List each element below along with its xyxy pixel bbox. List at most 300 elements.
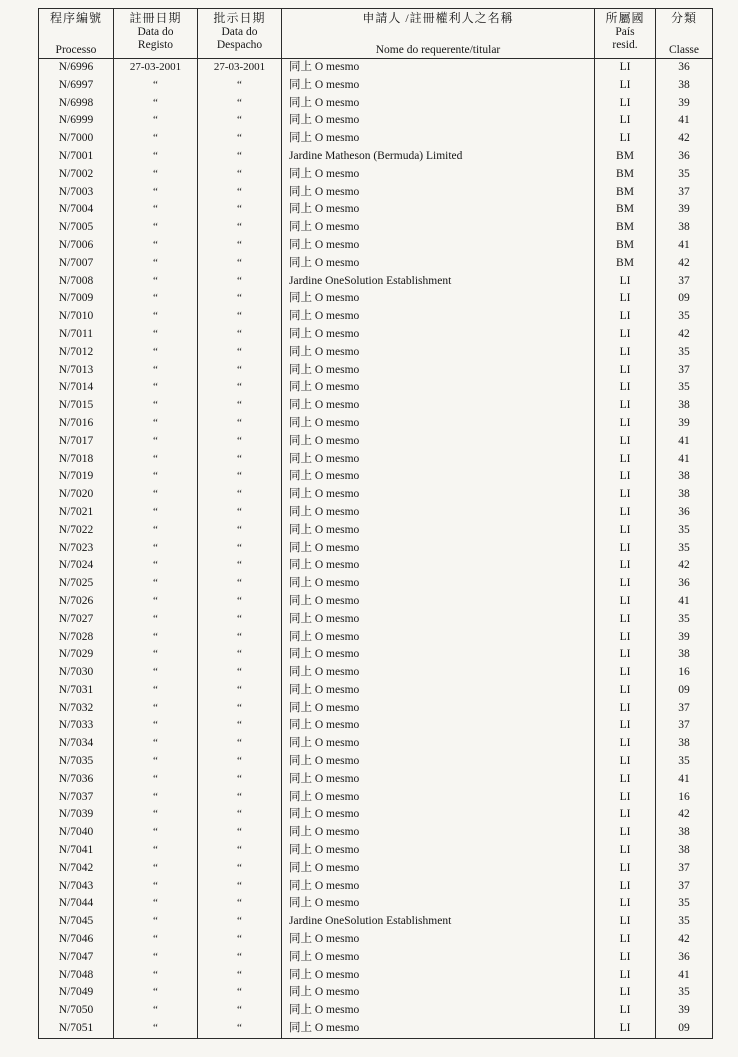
registry-table-header [39,9,713,59]
cell-despacho: “ [198,540,282,558]
header-nome-zh: 申請人 /註冊權利人之名稱 [362,11,514,25]
cell-classe: 41 [656,593,713,611]
cell-nome: 同上 O mesmo [282,326,595,344]
header-processo [39,9,114,59]
cell-despacho: “ [198,984,282,1002]
cell-nome: 同上 O mesmo [282,1002,595,1020]
cell-classe: 38 [656,468,713,486]
cell-nome: 同上 O mesmo [282,95,595,113]
cell-nome: 同上 O mesmo [282,290,595,308]
table-row [39,593,713,611]
cell-pais: LI [595,984,656,1002]
cell-registo: “ [114,967,198,985]
cell-despacho: “ [198,629,282,647]
table-row [39,842,713,860]
cell-pais: LI [595,95,656,113]
cell-registo: “ [114,219,198,237]
cell-nome: 同上 O mesmo [282,895,595,913]
cell-registo: “ [114,1002,198,1020]
cell-pais: LI [595,735,656,753]
cell-despacho: “ [198,717,282,735]
cell-registo: “ [114,949,198,967]
cell-processo: N/7050 [39,1002,114,1020]
cell-registo: “ [114,433,198,451]
cell-pais: LI [595,753,656,771]
cell-nome: Jardine OneSolution Establishment [282,273,595,291]
header-registo [114,9,198,59]
cell-nome: Jardine Matheson (Bermuda) Limited [282,148,595,166]
cell-pais: LI [595,646,656,664]
cell-registo: “ [114,451,198,469]
header-despacho-zh: 批示日期 [213,11,266,25]
cell-nome: 同上 O mesmo [282,984,595,1002]
header-pais [595,9,656,59]
cell-classe: 41 [656,967,713,985]
cell-registo: “ [114,344,198,362]
cell-pais: LI [595,130,656,148]
cell-pais: LI [595,842,656,860]
cell-processo: N/7004 [39,201,114,219]
cell-processo: N/7003 [39,184,114,202]
cell-nome: 同上 O mesmo [282,824,595,842]
cell-pais: LI [595,59,656,77]
cell-registo: “ [114,878,198,896]
cell-classe: 38 [656,486,713,504]
cell-classe: 39 [656,95,713,113]
cell-processo: N/7021 [39,504,114,522]
cell-classe: 35 [656,308,713,326]
cell-pais: LI [595,77,656,95]
cell-classe: 36 [656,148,713,166]
cell-classe: 35 [656,913,713,931]
cell-processo: N/7040 [39,824,114,842]
header-classe [656,9,713,59]
cell-classe: 16 [656,789,713,807]
cell-processo: N/7030 [39,664,114,682]
cell-classe: 35 [656,895,713,913]
cell-registo: “ [114,789,198,807]
cell-classe: 41 [656,433,713,451]
cell-despacho: “ [198,753,282,771]
cell-classe: 35 [656,166,713,184]
cell-registo: “ [114,1020,198,1038]
cell-pais: BM [595,255,656,273]
cell-classe: 37 [656,362,713,380]
cell-despacho: “ [198,860,282,878]
header-processo-pt: Processo [55,44,97,56]
cell-nome: 同上 O mesmo [282,451,595,469]
cell-despacho: “ [198,326,282,344]
table-row [39,184,713,202]
cell-processo: N/7028 [39,629,114,647]
table-row [39,415,713,433]
cell-registo: “ [114,486,198,504]
table-row [39,468,713,486]
cell-nome: 同上 O mesmo [282,486,595,504]
cell-despacho: “ [198,806,282,824]
cell-pais: BM [595,219,656,237]
table-row [39,540,713,558]
cell-classe: 38 [656,219,713,237]
cell-processo: N/7011 [39,326,114,344]
cell-classe: 42 [656,557,713,575]
cell-classe: 38 [656,824,713,842]
cell-despacho: “ [198,931,282,949]
header-processo-zh: 程序編號 [49,11,102,25]
cell-registo: “ [114,379,198,397]
table-row [39,895,713,913]
cell-pais: BM [595,237,656,255]
cell-nome: 同上 O mesmo [282,237,595,255]
cell-despacho: “ [198,967,282,985]
cell-processo: N/7037 [39,789,114,807]
cell-registo: “ [114,130,198,148]
cell-processo: N/7022 [39,522,114,540]
table-row [39,148,713,166]
cell-classe: 37 [656,878,713,896]
cell-processo: N/7047 [39,949,114,967]
cell-classe: 38 [656,735,713,753]
cell-nome: 同上 O mesmo [282,931,595,949]
cell-nome: 同上 O mesmo [282,949,595,967]
cell-nome: 同上 O mesmo [282,753,595,771]
cell-processo: N/7019 [39,468,114,486]
cell-despacho: 27-03-2001 [198,59,282,77]
cell-nome: 同上 O mesmo [282,682,595,700]
cell-despacho: “ [198,130,282,148]
cell-despacho: “ [198,486,282,504]
cell-classe: 38 [656,646,713,664]
table-row [39,1020,713,1038]
cell-nome: 同上 O mesmo [282,433,595,451]
table-row [39,753,713,771]
cell-pais: LI [595,789,656,807]
cell-despacho: “ [198,700,282,718]
cell-nome: 同上 O mesmo [282,735,595,753]
cell-despacho: “ [198,237,282,255]
table-row [39,860,713,878]
table-row [39,255,713,273]
table-row [39,219,713,237]
cell-pais: LI [595,326,656,344]
cell-despacho: “ [198,379,282,397]
cell-despacho: “ [198,290,282,308]
cell-nome: 同上 O mesmo [282,219,595,237]
cell-pais: LI [595,611,656,629]
cell-classe: 41 [656,771,713,789]
cell-processo: N/7009 [39,290,114,308]
cell-registo: “ [114,504,198,522]
cell-pais: LI [595,895,656,913]
cell-despacho: “ [198,842,282,860]
cell-classe: 42 [656,255,713,273]
cell-pais: LI [595,700,656,718]
cell-pais: LI [595,112,656,130]
cell-pais: LI [595,1002,656,1020]
table-row [39,611,713,629]
cell-pais: LI [595,486,656,504]
cell-despacho: “ [198,682,282,700]
cell-classe: 39 [656,415,713,433]
cell-processo: N/7041 [39,842,114,860]
cell-nome: 同上 O mesmo [282,860,595,878]
cell-classe: 35 [656,611,713,629]
cell-processo: N/7042 [39,860,114,878]
cell-pais: LI [595,824,656,842]
cell-nome: 同上 O mesmo [282,967,595,985]
cell-processo: N/7051 [39,1020,114,1038]
table-row [39,201,713,219]
table-row [39,486,713,504]
header-classe-pt: Classe [668,44,700,56]
registry-table-body [39,59,713,1039]
cell-classe: 42 [656,806,713,824]
cell-despacho: “ [198,611,282,629]
cell-processo: N/7008 [39,273,114,291]
cell-pais: LI [595,717,656,735]
cell-registo: “ [114,895,198,913]
cell-classe: 09 [656,682,713,700]
cell-classe: 42 [656,931,713,949]
cell-classe: 35 [656,540,713,558]
cell-pais: LI [595,664,656,682]
cell-processo: N/7034 [39,735,114,753]
cell-nome: 同上 O mesmo [282,112,595,130]
cell-despacho: “ [198,397,282,415]
cell-nome: 同上 O mesmo [282,379,595,397]
table-row [39,700,713,718]
cell-processo: N/7023 [39,540,114,558]
cell-despacho: “ [198,913,282,931]
cell-registo: “ [114,735,198,753]
table-row [39,1002,713,1020]
cell-classe: 37 [656,717,713,735]
cell-registo: “ [114,842,198,860]
cell-registo: “ [114,95,198,113]
cell-registo: “ [114,753,198,771]
cell-nome: 同上 O mesmo [282,201,595,219]
cell-classe: 38 [656,397,713,415]
cell-despacho: “ [198,166,282,184]
cell-despacho: “ [198,557,282,575]
header-despacho [198,9,282,59]
cell-registo: “ [114,984,198,1002]
cell-nome: 同上 O mesmo [282,575,595,593]
cell-pais: LI [595,575,656,593]
cell-nome: 同上 O mesmo [282,397,595,415]
cell-processo: N/6997 [39,77,114,95]
header-nome-pt: Nome do requerente/titular [375,44,501,56]
cell-pais: LI [595,379,656,397]
cell-registo: “ [114,913,198,931]
cell-nome: Jardine OneSolution Establishment [282,913,595,931]
cell-nome: 同上 O mesmo [282,415,595,433]
cell-despacho: “ [198,504,282,522]
cell-nome: 同上 O mesmo [282,700,595,718]
cell-registo: “ [114,611,198,629]
cell-pais: LI [595,557,656,575]
cell-processo: N/7001 [39,148,114,166]
cell-despacho: “ [198,255,282,273]
cell-despacho: “ [198,646,282,664]
cell-processo: N/7005 [39,219,114,237]
table-row [39,290,713,308]
cell-processo: N/7039 [39,806,114,824]
table-row [39,789,713,807]
cell-processo: N/7032 [39,700,114,718]
cell-registo: “ [114,255,198,273]
cell-registo: “ [114,824,198,842]
cell-processo: N/7035 [39,753,114,771]
cell-pais: LI [595,344,656,362]
cell-nome: 同上 O mesmo [282,1020,595,1038]
cell-pais: LI [595,504,656,522]
cell-registo: “ [114,522,198,540]
cell-despacho: “ [198,1020,282,1038]
cell-pais: LI [595,308,656,326]
cell-registo: “ [114,184,198,202]
cell-processo: N/7027 [39,611,114,629]
cell-registo: “ [114,860,198,878]
table-row [39,878,713,896]
cell-despacho: “ [198,95,282,113]
cell-nome: 同上 O mesmo [282,646,595,664]
cell-despacho: “ [198,789,282,807]
cell-registo: “ [114,771,198,789]
header-classe-zh: 分類 [670,11,697,25]
cell-pais: LI [595,451,656,469]
cell-nome: 同上 O mesmo [282,611,595,629]
cell-nome: 同上 O mesmo [282,664,595,682]
cell-processo: N/7010 [39,308,114,326]
cell-registo: “ [114,112,198,130]
table-row [39,931,713,949]
cell-pais: LI [595,771,656,789]
cell-registo: “ [114,646,198,664]
cell-despacho: “ [198,735,282,753]
cell-classe: 39 [656,201,713,219]
cell-registo: “ [114,700,198,718]
cell-registo: “ [114,629,198,647]
cell-pais: BM [595,184,656,202]
cell-registo: “ [114,931,198,949]
cell-processo: N/7044 [39,895,114,913]
table-row [39,984,713,1002]
cell-despacho: “ [198,593,282,611]
cell-processo: N/7012 [39,344,114,362]
cell-pais: LI [595,931,656,949]
cell-nome: 同上 O mesmo [282,344,595,362]
cell-registo: “ [114,308,198,326]
table-row [39,112,713,130]
cell-despacho: “ [198,664,282,682]
cell-classe: 39 [656,629,713,647]
header-registo-pt2: Registo [137,39,174,51]
cell-nome: 同上 O mesmo [282,166,595,184]
cell-registo: “ [114,273,198,291]
cell-processo: N/6998 [39,95,114,113]
cell-pais: BM [595,148,656,166]
cell-processo: N/7017 [39,433,114,451]
cell-processo: N/7049 [39,984,114,1002]
cell-nome: 同上 O mesmo [282,184,595,202]
cell-processo: N/7033 [39,717,114,735]
cell-registo: “ [114,362,198,380]
table-row [39,77,713,95]
cell-despacho: “ [198,415,282,433]
cell-processo: N/6999 [39,112,114,130]
cell-pais: LI [595,860,656,878]
table-row [39,913,713,931]
table-row [39,629,713,647]
cell-processo: N/7031 [39,682,114,700]
cell-pais: LI [595,1020,656,1038]
cell-processo: N/7018 [39,451,114,469]
cell-despacho: “ [198,824,282,842]
cell-despacho: “ [198,273,282,291]
cell-nome: 同上 O mesmo [282,540,595,558]
table-row [39,130,713,148]
cell-nome: 同上 O mesmo [282,717,595,735]
table-row [39,344,713,362]
header-registo-pt1: Data do [137,26,174,38]
table-row [39,166,713,184]
cell-classe: 35 [656,753,713,771]
cell-registo: “ [114,593,198,611]
cell-despacho: “ [198,771,282,789]
cell-nome: 同上 O mesmo [282,504,595,522]
table-row [39,326,713,344]
cell-classe: 16 [656,664,713,682]
cell-nome: 同上 O mesmo [282,878,595,896]
cell-nome: 同上 O mesmo [282,842,595,860]
header-despacho-pt1: Data do [221,26,258,38]
cell-classe: 37 [656,184,713,202]
table-row [39,397,713,415]
cell-nome: 同上 O mesmo [282,130,595,148]
table-row [39,59,713,77]
cell-despacho: “ [198,77,282,95]
header-pais-pt2: resid. [612,39,638,51]
cell-pais: BM [595,201,656,219]
cell-despacho: “ [198,362,282,380]
cell-classe: 35 [656,379,713,397]
cell-processo: N/7006 [39,237,114,255]
cell-despacho: “ [198,895,282,913]
cell-processo: N/7002 [39,166,114,184]
cell-registo: “ [114,664,198,682]
table-row [39,664,713,682]
cell-registo: “ [114,237,198,255]
table-row [39,557,713,575]
cell-nome: 同上 O mesmo [282,771,595,789]
cell-pais: LI [595,433,656,451]
cell-processo: N/7016 [39,415,114,433]
cell-processo: N/7045 [39,913,114,931]
cell-nome: 同上 O mesmo [282,806,595,824]
cell-nome: 同上 O mesmo [282,629,595,647]
cell-pais: LI [595,522,656,540]
cell-classe: 36 [656,949,713,967]
cell-registo: “ [114,415,198,433]
cell-classe: 41 [656,112,713,130]
table-row [39,771,713,789]
cell-nome: 同上 O mesmo [282,308,595,326]
cell-classe: 09 [656,1020,713,1038]
table-row [39,735,713,753]
cell-pais: LI [595,878,656,896]
cell-processo: N/7043 [39,878,114,896]
